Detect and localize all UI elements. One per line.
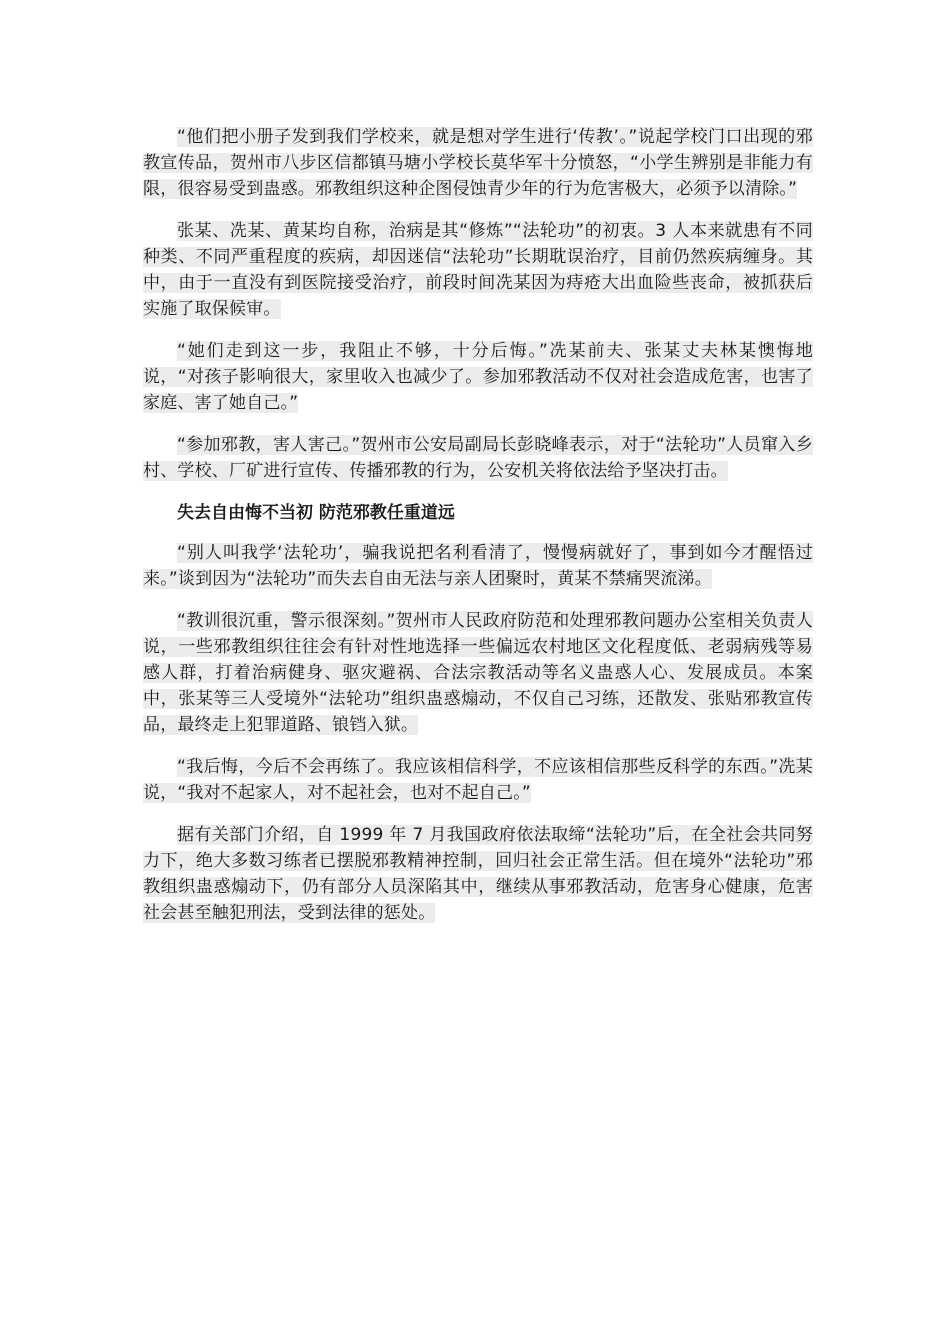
paragraph-5: “别人叫我学‘法轮功’，骗我说把名利看清了，慢慢病就好了，事到如今才醒悟过来。”谈到因为“法轮功”而失去自由无法与亲人团聚时，黄某不禁痛哭流涕。 [143, 543, 813, 589]
paragraph-7: “我后悔，今后不会再练了。我应该相信科学，不应该相信那些反科学的东西。”冼某说，“我对不起家人，对不起社会，也对不起自己。” [143, 757, 813, 803]
paragraph-8: 据有关部门介绍，自 1999 年 7 月我国政府依法取缔“法轮功”后，在全社会共同努力下，绝大多数习练者已摆脱邪教精神控制，回归社会正常生活。但在境外“法轮功”邪教组织蛊惑煽动下，仍有部分人员深陷其中，继续从事邪教活动，危害身心健康，危害社会甚至触犯刑法，受到法律的惩处。 [143, 825, 813, 923]
section-heading: 失去自由悔不当初 防范邪教任重道远 [177, 503, 455, 523]
paragraph-4: “参加邪教，害人害己。”贺州市公安局副局长彭晓峰表示，对于“法轮功”人员窜入乡村、学校、厂矿进行宣传、传播邪教的行为，公安机关将依法给予坚决打击。 [143, 435, 813, 481]
article-body [143, 124, 813, 942]
paragraph-2: 张某、冼某、黄某均自称，治病是其“修炼”“法轮功”的初衷。3 人本来就患有不同种类、不同严重程度的疾病，却因迷信“法轮功”长期耽误治疗，目前仍然疾病缠身。其中，由于一直没有到医院接受治疗，前段时间冼某因为痔疮大出血险些丧命，被抓获后实施了取保候审。 [143, 221, 813, 319]
paragraph-1: “他们把小册子发到我们学校来，就是想对学生进行‘传教’。”说起学校门口出现的邪教宣传品，贺州市八步区信都镇马塘小学校长莫华军十分愤怒，“小学生辨别是非能力有限，很容易受到蛊惑。邪教组织这种企图侵蚀青少年的行为危害极大，必须予以清除。” [143, 127, 813, 199]
paragraph-3: “她们走到这一步，我阻止不够，十分后悔。”冼某前夫、张某丈夫林某懊悔地说，“对孩子影响很大，家里收入也减少了。参加邪教活动不仅对社会造成危害，也害了家庭、害了她自己。” [143, 341, 813, 413]
paragraph-6: “教训很沉重，警示很深刻。”贺州市人民政府防范和处理邪教问题办公室相关负责人说，一些邪教组织往往会有针对性地选择一些偏远农村地区文化程度低、老弱病残等易感人群，打着治病健身、驱灾避祸、合法宗教活动等名义蛊惑人心、发展成员。本案中，张某等三人受境外“法轮功”组织蛊惑煽动，不仅自己习练，还散发、张贴邪教宣传品，最终走上犯罪道路、锒铛入狱。 [143, 611, 813, 735]
